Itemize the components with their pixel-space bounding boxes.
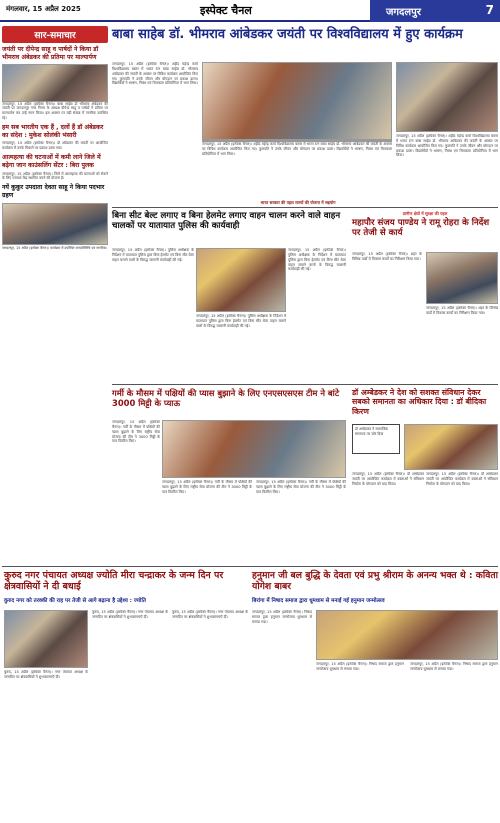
city-name: जगदलपुर bbox=[386, 7, 421, 18]
mayor-headline: महापौर संजय पाण्डेय ने रामू रोहरा के निर्देश पर तेजी से कार्य bbox=[352, 218, 490, 239]
paper-name: इस्पेक्ट चैनल bbox=[200, 4, 252, 17]
traffic-photo bbox=[196, 248, 286, 312]
traffic-body-1: जगदलपुर, 15 अप्रैल (इस्पेक्ट चैनल)। पुलिस अधीक्षक के निर्देशन में यातायात पुलिस द्वारा बिना हेलमेट एवं बिना सीट बेल्ट वाहन चलाने वालों के विरुद्ध चालानी कार्यवाही की गई। bbox=[112, 248, 194, 262]
page-number: 7 bbox=[485, 3, 494, 17]
kurud-body-1: कुरुद, 15 अप्रैल (इस्पेक्ट चैनल)। नगर पंचायत अध्यक्ष के जन्मदिन पर क्षेत्रवासियों ने शुभकामनाएँ दीं। bbox=[4, 670, 88, 679]
ambedkar-headline: डॉ अम्बेडकर ने देश को सशक्त संविधान देकर सबको समानता का अधिकार दिया : डॉ बीदिका किरण bbox=[352, 388, 487, 416]
ambedkar-body-1: जगदलपुर, 15 अप्रैल (इस्पेक्ट चैनल)। डॉ अम्बेडकर जयंती पर आयोजित कार्यक्रम में वक्ताओं ने संविधान निर्माता के योगदान को याद किया। bbox=[352, 472, 424, 486]
issue-date: मंगलवार, 15 अप्रैल 2025 bbox=[6, 5, 81, 13]
kurud-subheadline: कुरुद नगर को तरक्की की राह पर तेजी से आगे बढ़ाना है उद्देश्य : ज्योति bbox=[4, 598, 146, 604]
mayor-photo bbox=[426, 252, 498, 304]
hanuman-body-2: जगदलपुर, 15 अप्रैल (इस्पेक्ट चैनल)। निषाद समाज द्वारा हनुमान जन्मोत्सव धूमधाम से मनाया गया। bbox=[316, 662, 404, 671]
left-headline-2: हम सब भारतीय एक हैं , दलों हैं डॉ अंबेडकर का संदेश : मुकेश सोलंकी भंसारी bbox=[2, 123, 104, 139]
traffic-body-3: जगदलपुर, 15 अप्रैल (इस्पेक्ट चैनल)। पुलिस अधीक्षक के निर्देशन में यातायात पुलिस द्वारा बिना हेलमेट एवं बिना सीट बेल्ट वाहन चलाने वालों के विरुद्ध चालानी कार्यवाही की गई। bbox=[288, 248, 346, 272]
kurud-body-3: कुरुद, 15 अप्रैल (इस्पेक्ट चैनल)। नगर पंचायत अध्यक्ष के जन्मदिन पर क्षेत्रवासियों ने शुभकामनाएँ दीं। bbox=[172, 610, 248, 619]
lead-photo-2 bbox=[396, 62, 498, 132]
left-photo-caption: जगदलपुर, 15 अप्रैल (इस्पेक्ट चैनल)। कार्यक्रम में उपस्थित जनप्रतिनिधि एवं नागरिक। bbox=[2, 245, 108, 250]
hanuman-headline: हनुमान जी बल बुद्धि के देवता एवं प्रभु श्रीराम के अनन्य भक्त थे : कविता योगेश बाबर bbox=[252, 570, 498, 593]
left-text-1: जगदलपुर, 15 अप्रैल (इस्पेक्ट चैनल)। बाबा साहेब डॉ भीमराव अंबेडकर की जयंती पर जगदलपुर नगर निगम के अध्यक्ष दीपेन्द्र साहू व पार्षदों ने प्रतिमा पर माल्यार्पण कर उन्हें नमन किया। इस अवसर पर बड़ी संख्या में नागरिक उपस्थित रहे। bbox=[2, 101, 108, 121]
section-label: सार-समाचार bbox=[2, 26, 108, 43]
city-band bbox=[370, 0, 500, 22]
traffic-body-2: जगदलपुर, 15 अप्रैल (इस्पेक्ट चैनल)। पुलिस अधीक्षक के निर्देशन में यातायात पुलिस द्वारा बिना हेलमेट एवं बिना सीट बेल्ट वाहन चलाने वालों के विरुद्ध चालानी कार्यवाही की गई। bbox=[196, 314, 286, 328]
birds-headline: गर्मी के मौसम में पक्षियों की प्यास बुझाने के लिए एनएसएसएस टीम ने बांटे 3000 मिट्टी के प्याऊ bbox=[112, 388, 340, 409]
left-headline-1: जयंती पर दीपेन्द्र साहू व पार्षदों ने किया डॉ भीमराव अंबेडकर की प्रतिमा पर माल्यार्पण bbox=[2, 46, 99, 61]
hanuman-photo bbox=[316, 610, 498, 660]
hanuman-body-1: जगदलपुर, 15 अप्रैल (इस्पेक्ट चैनल)। निषाद समाज द्वारा हनुमान जन्मोत्सव धूमधाम से मनाया गया। bbox=[252, 610, 312, 624]
birds-body-1: जगदलपुर, 15 अप्रैल (इस्पेक्ट चैनल)। गर्मी के मौसम में पक्षियों की प्यास बुझाने के लिए राष्ट्रीय सेवा योजना की टीम ने 3000 मिट्टी के पात्र वितरित किए। bbox=[112, 420, 160, 444]
kurud-headline: कुरुद नगर पंचायत अध्यक्ष ज्योति मीरा चन्द्राकर के जन्म दिन पर क्षेत्रवासियों ने दी बधाई bbox=[4, 570, 224, 593]
left-headline-4: नयें कुकुर उपदाता देवता साहू ने किया पदभार ग्रहण bbox=[2, 184, 105, 199]
left-text-2: जगदलपुर, 15 अप्रैल (इस्पेक्ट चैनल)। डॉ अंबेडकर की जयंती पर आयोजित कार्यक्रम में उनके विचारों पर प्रकाश डाला गया। bbox=[2, 141, 108, 151]
birds-body-2: जगदलपुर, 15 अप्रैल (इस्पेक्ट चैनल)। गर्मी के मौसम में पक्षियों की प्यास बुझाने के लिए राष्ट्रीय सेवा योजना की टीम ने 3000 मिट्टी के पात्र वितरित किए। bbox=[162, 480, 252, 494]
masthead bbox=[0, 0, 500, 22]
mayor-body-1: जगदलपुर, 15 अप्रैल (इस्पेक्ट चैनल)। शहर के विभिन्न वार्डों में विकास कार्यों का निरीक्षण किया गया। bbox=[352, 252, 422, 261]
left-photo-1 bbox=[2, 64, 108, 102]
hanuman-body-3: जगदलपुर, 15 अप्रैल (इस्पेक्ट चैनल)। निषाद समाज द्वारा हनुमान जन्मोत्सव धूमधाम से मनाया गया। bbox=[410, 662, 498, 671]
ambedkar-side-note: डॉ अम्बेडकर ने सामाजिक समानता पर जोर दिया bbox=[355, 427, 389, 436]
lead-body: जगदलपुर, 15 अप्रैल (इस्पेक्ट चैनल)। शहीद महेन्द्र कर्मा विश्वविद्यालय बस्तर में भारत रत्न बाबा साहेब डॉ. भीमराव आंबेडकर की जयंती के अवसर पर विविध कार्यक्रम आयोजित किए गए। कुलपति ने उनके जीवन और योगदान पर प्रकाश डाला। विद्यार्थियों ने भाषण, निबंध एवं चित्रकला प्रतियोगिता में भाग लिया। bbox=[112, 62, 198, 86]
ambedkar-photo bbox=[404, 424, 498, 470]
lead-photo-1 bbox=[202, 62, 392, 140]
left-column bbox=[2, 26, 108, 564]
lead-body-3: जगदलपुर, 15 अप्रैल (इस्पेक्ट चैनल)। शहीद महेन्द्र कर्मा विश्वविद्यालय बस्तर में भारत रत्न बाबा साहेब डॉ. भीमराव आंबेडकर की जयंती के अवसर पर विविध कार्यक्रम आयोजित किए गए। कुलपति ने उनके जीवन और योगदान पर प्रकाश डाला। विद्यार्थियों ने भाषण, निबंध एवं चित्रकला प्रतियोगिता में भाग लिया। bbox=[396, 134, 498, 158]
lead-photo-caption: भारत सरकार की पहल राज्यों की योजना में सहयोग bbox=[260, 200, 336, 205]
mayor-body-2: जगदलपुर, 15 अप्रैल (इस्पेक्ट चैनल)। शहर के विभिन्न वार्डों में विकास कार्यों का निरीक्षण किया गया। bbox=[426, 306, 498, 315]
ambedkar-body-2: जगदलपुर, 15 अप्रैल (इस्पेक्ट चैनल)। डॉ अम्बेडकर जयंती पर आयोजित कार्यक्रम में वक्ताओं ने संविधान निर्माता के योगदान को याद किया। bbox=[426, 472, 498, 486]
divider bbox=[112, 207, 498, 208]
hanuman-subheadline: बिरांगा में निषाद समाज द्वारा धूमधाम से मनाई गई हनुमान जन्मोत्सव bbox=[252, 598, 385, 604]
kurud-body-2: कुरुद, 15 अप्रैल (इस्पेक्ट चैनल)। नगर पंचायत अध्यक्ष के जन्मदिन पर क्षेत्रवासियों ने शुभकामनाएँ दीं। bbox=[92, 610, 168, 619]
left-headline-3: आत्महत्या की घटनाओं में कमी लाने जिले में बढ़ेगा जान काउंसलिंग सेंटर : बिरा पुलक bbox=[2, 154, 101, 169]
mayor-kicker: ग्रामीण क्षेत्रों में सुरक्षा की पहल bbox=[402, 211, 448, 216]
left-text-3: जगदलपुर, 15 अप्रैल (इस्पेक्ट चैनल)। जिले में आत्महत्या की घटनाओं को रोकने के लिए परामर्श केंद्र स्थापित करने की योजना है। bbox=[2, 171, 108, 181]
kurud-photo bbox=[4, 610, 88, 668]
left-photo-2 bbox=[2, 203, 108, 245]
birds-photo bbox=[162, 420, 346, 478]
lead-headline: बाबा साहेब डॉ. भीमराव आंबेडकर जयंती पर विश्वविद्यालय में हुए कार्यक्रम bbox=[112, 27, 463, 42]
birds-body-3: जगदलपुर, 15 अप्रैल (इस्पेक्ट चैनल)। गर्मी के मौसम में पक्षियों की प्यास बुझाने के लिए राष्ट्रीय सेवा योजना की टीम ने 3000 मिट्टी के पात्र वितरित किए। bbox=[256, 480, 346, 494]
ambedkar-side-note-box bbox=[352, 424, 400, 454]
traffic-headline: बिना सीट बेल्ट लगाए व बिना हेलमेट लगाए वाहन चालन करने वाले वाहन चालकों पर यातायात पुलिस की कार्यवाही bbox=[112, 211, 341, 232]
lead-body-2: जगदलपुर, 15 अप्रैल (इस्पेक्ट चैनल)। शहीद महेन्द्र कर्मा विश्वविद्यालय बस्तर में भारत रत्न बाबा साहेब डॉ. भीमराव आंबेडकर की जयंती के अवसर पर विविध कार्यक्रम आयोजित किए गए। कुलपति ने उनके जीवन और योगदान पर प्रकाश डाला। विद्यार्थियों ने भाषण, निबंध एवं चित्रकला प्रतियोगिता में भाग लिया। bbox=[202, 142, 392, 156]
